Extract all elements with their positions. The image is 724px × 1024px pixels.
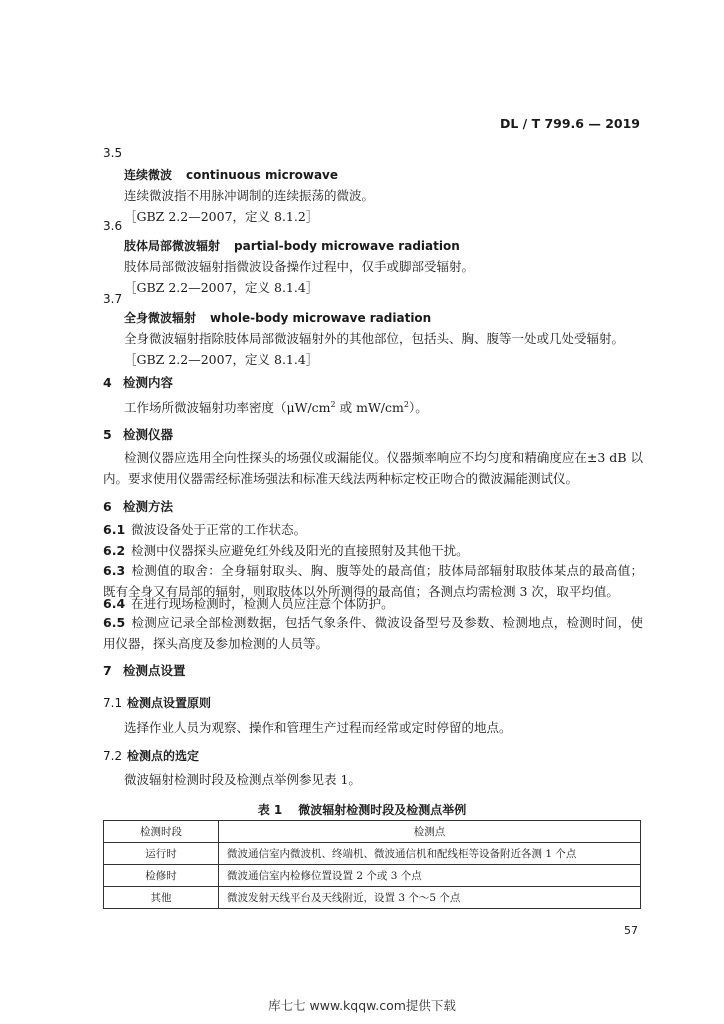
term-title-en: continuous microwave [186,168,338,182]
data-table [103,820,641,909]
list-item [103,593,643,614]
superscript: 2 [403,399,409,409]
table-label: 表 1 [257,803,283,817]
table-row [104,887,641,909]
table-cell: 检修时 [104,865,219,887]
section-5-text: 检测仪器应选用全向性探头的场强仪或漏能仪。仪器频率响应不均匀度和精确度应在±3 dB 以内。要求使用仪器需经标准场强法和标准天线法两种标定校正吻合的微波漏能测试仪。 [103,450,643,486]
table-cell: 微波通信室内微波机、终端机、微波通信机和配线柜等设备附近各测 1 个点 [219,843,641,865]
text-part: 或 mW/cm [335,400,404,415]
term-reference: ［GBZ 2.2—2007，定义 8.1.4］ [124,280,319,295]
item-text: 微波设备处于正常的工作状态。 [131,522,307,537]
section-heading-5 [103,425,173,443]
section-4-text [124,398,428,416]
table-header-row [104,821,641,843]
list-item [103,612,643,654]
page-number: 57 [624,924,638,937]
item-text: 检测中仪器探头应避免红外线及阳光的直接照射及其他干扰。 [131,543,469,558]
subsection-7-1-text: 选择作业人员为观察、操作和管理生产过程而经常或定时停留的地点。 [124,720,512,735]
header-cell: 检测时段 [104,821,219,843]
term-definition: 全身微波辐射指除肢体局部微波辐射外的其他部位，包括头、胸、腹等一处或几处受辐射。 [124,331,625,346]
subsection-7-2-text: 微波辐射检测时段及检测点举例参见表 1。 [124,772,361,787]
list-item [103,519,643,540]
term-title-cn: 全身微波辐射 [124,311,197,325]
term-number: 3.7 [103,292,123,306]
table-cell: 微波通信室内检修位置设置 2 个或 3 个点 [219,865,641,887]
section-number: 4 [103,375,112,390]
term-definition: 肢体局部微波辐射指微波设备操作过程中，仅手或脚部受辐射。 [124,259,475,274]
item-number: 6.5 [103,615,126,630]
table-row [104,865,641,887]
term-reference: ［GBZ 2.2—2007，定义 8.1.4］ [124,352,319,367]
item-number: 6.1 [103,522,126,537]
term-title [124,309,431,326]
item-text: 在进行现场检测时，检测人员应注意个体防护。 [131,596,394,611]
table-cell: 其他 [104,887,219,909]
term-title-cn: 连续微波 [124,168,173,182]
table-row [104,843,641,865]
section-title: 检测方法 [123,499,174,514]
term-number: 3.6 [103,219,123,233]
item-text: 检测值的取舍：全身辐射取头、胸、腹等处的最高值；肢体局部辐射取肢体某点的最高值；既有全身又有局部的辐射，则取肢体以外所测得的最高值；各测点均需检测 3 次，取平均值。 [103,563,643,599]
table-cell: 微波发射天线平台及天线附近，设置 3 个～5 个点 [219,887,641,909]
subsection-heading-7-2 [103,747,199,764]
term-title [124,237,460,254]
table-caption: 微波辐射检测时段及检测点举例 [298,803,467,817]
item-text: 检测应记录全部检测数据，包括气象条件、微波设备型号及参数、检测地点，检测时间，使用仪器，探头高度及参加检测的人员等。 [103,615,643,651]
term-title [124,166,338,183]
table-cell: 运行时 [104,843,219,865]
text-part: 工作场所微波辐射功率密度（μW/cm [124,400,331,415]
subsection-title: 检测点的选定 [127,749,200,763]
section-heading-6 [103,497,173,515]
text-part: ）。 [408,400,428,415]
superscript: 2 [330,399,336,409]
subsection-heading-7-1 [103,694,211,711]
item-number: 6.3 [103,563,126,578]
standard-code: DL / T 799.6 — 2019 [499,116,640,131]
subsection-title: 检测点设置原则 [127,696,212,710]
subsection-number: 7.1 [103,696,123,710]
table-title [0,801,724,818]
term-title-en: whole-body microwave radiation [210,311,432,325]
section-title: 检测仪器 [123,427,174,442]
term-title-cn: 肢体局部微波辐射 [124,239,221,253]
section-title: 检测点设置 [123,663,186,678]
header-cell: 检测点 [219,821,641,843]
term-number: 3.5 [103,146,123,160]
section-title: 检测内容 [123,375,174,390]
list-item [103,540,643,561]
term-definition: 连续微波指不用脉冲调制的连续振荡的微波。 [124,188,375,203]
subsection-number: 7.2 [103,749,123,763]
section-heading-7 [103,661,186,679]
watermark-text: 库七七 www.kqqw.com提供下载 [268,998,456,1013]
term-reference: ［GBZ 2.2—2007，定义 8.1.2］ [124,209,319,224]
item-number: 6.4 [103,596,126,611]
section-heading-4 [103,373,173,391]
section-number: 5 [103,427,112,442]
section-number: 7 [103,663,112,678]
section-number: 6 [103,499,112,514]
term-title-en: partial-body microwave radiation [234,239,460,253]
item-number: 6.2 [103,543,126,558]
